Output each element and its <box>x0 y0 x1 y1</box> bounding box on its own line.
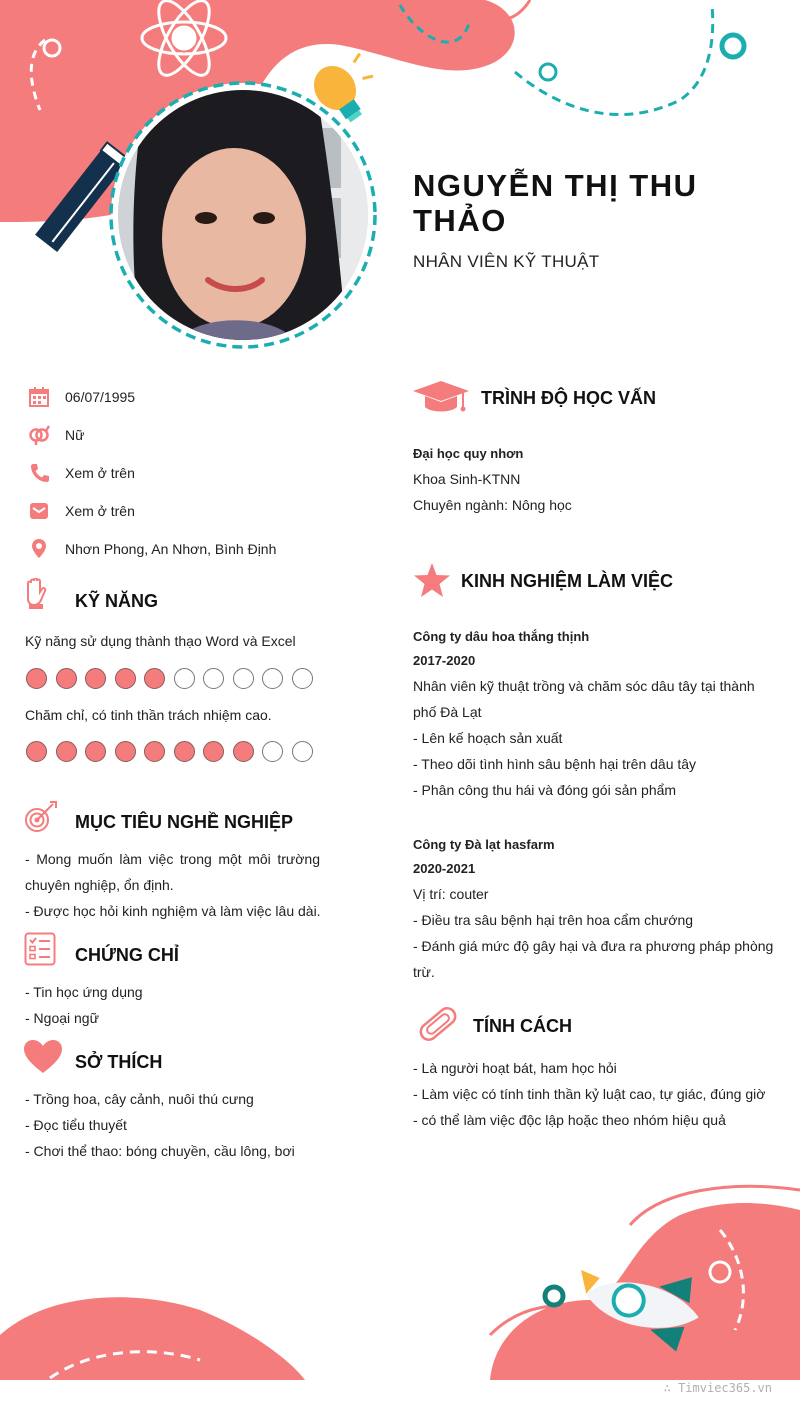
rating-dot-empty <box>174 668 195 689</box>
job-2-line: - Điều tra sâu bệnh hại trên hoa cẩm chướng <box>413 912 694 928</box>
rating-dot-filled <box>26 741 47 762</box>
rating-dot-filled <box>203 741 224 762</box>
target-icon <box>24 800 58 834</box>
rating-dot-filled <box>115 741 136 762</box>
personality-item-3: - có thể làm việc độc lập hoặc theo nhóm hiệu quả <box>413 1112 726 1128</box>
rating-dot-filled <box>56 668 77 689</box>
gender-icon <box>28 424 50 446</box>
job-1-line: - Phân công thu hái và đóng gói sản phẩm <box>413 782 677 798</box>
education-school: Đại học quy nhơn <box>413 446 524 461</box>
info-birthday <box>28 386 368 410</box>
hobby-item-3: - Chơi thể thao: bóng chuyền, cầu lông, bơi <box>25 1143 295 1159</box>
heart-icon <box>24 1040 62 1074</box>
education-major: Chuyên ngành: Nông học <box>413 497 572 513</box>
job-1-company: Công ty dâu hoa thắng thịnh <box>413 629 590 644</box>
rating-dot-filled <box>26 668 47 689</box>
rating-dot-filled <box>174 741 195 762</box>
objective-title: MỤC TIÊU NGHỀ NGHIỆP <box>75 812 294 832</box>
rating-dot-filled <box>56 741 77 762</box>
job-1-period: 2017-2020 <box>413 653 476 668</box>
education-title: TRÌNH ĐỘ HỌC VẤN <box>481 388 656 408</box>
rating-dot-filled <box>85 668 106 689</box>
skill-2-rating <box>26 741 326 763</box>
rating-dot-empty <box>262 741 283 762</box>
info-email <box>28 500 368 524</box>
rating-dot-filled <box>144 741 165 762</box>
job-1-line: phố Đà Lạt <box>413 704 482 720</box>
job-title: NHÂN VIÊN KỸ THUẬT <box>413 252 600 271</box>
birthday-value: 06/07/1995 <box>65 389 136 405</box>
skill-1-rating <box>26 668 326 690</box>
hobby-item-2: - Đọc tiểu thuyết <box>25 1117 127 1133</box>
hobby-item-1: - Trồng hoa, cây cảnh, nuôi thú cưng <box>25 1091 254 1107</box>
personality-item-2: - Làm việc có tính tinh thần kỷ luật cao, tự giác, đúng giờ <box>413 1086 766 1102</box>
gender-value: Nữ <box>65 427 85 443</box>
personality-item-1: - Là người hoạt bát, ham học hỏi <box>413 1060 617 1076</box>
rating-dot-filled <box>144 668 165 689</box>
rating-dot-empty <box>292 668 313 689</box>
phone-value: Xem ở trên <box>65 465 135 481</box>
job-2-line: Vị trí: couter <box>413 886 489 902</box>
skill-2-label: Chăm chỉ, có tinh thần trách nhiệm cao. <box>25 707 272 723</box>
hobbies-title: SỞ THÍCH <box>75 1052 163 1072</box>
job-1-line: - Theo dõi tình hình sâu bệnh hại trên dâu tây <box>413 756 697 772</box>
job-1-line: Nhân viên kỹ thuật trồng và chăm sóc dâu tây tại thành <box>413 678 755 694</box>
candidate-name: NGUYỄN THỊ THU THẢO <box>413 168 698 238</box>
personality-title: TÍNH CÁCH <box>473 1016 572 1036</box>
graduation-cap-icon <box>413 381 469 415</box>
objective-line-2: chuyên nghiệp, ổn định. <box>25 877 174 893</box>
certificate-item-1: - Tin học ứng dụng <box>25 984 143 1000</box>
job-2-line: - Đánh giá mức độ gây hại và đưa ra phương pháp phòng <box>413 938 774 954</box>
certificate-item-2: - Ngoại ngữ <box>25 1010 99 1026</box>
education-faculty: Khoa Sinh-KTNN <box>413 471 521 487</box>
rating-dot-filled <box>233 741 254 762</box>
address-value: Nhơn Phong, An Nhơn, Bình Định <box>65 541 277 557</box>
certificates-title: CHỨNG CHỈ <box>75 945 179 965</box>
objective-line-3: - Được học hỏi kinh nghiệm và làm việc lâu dài. <box>25 903 321 919</box>
info-address <box>28 538 368 562</box>
job-2-line: trừ. <box>413 964 435 980</box>
job-2-company: Công ty Đà lạt hasfarm <box>413 837 555 852</box>
avatar <box>116 88 370 342</box>
skills-title: KỸ NĂNG <box>75 591 159 611</box>
paperclip-icon <box>416 1004 460 1044</box>
star-icon <box>414 563 450 597</box>
job-2-period: 2020-2021 <box>413 861 476 876</box>
objective-line-1: - Mong muốn làm việc trong một môi trường <box>25 851 320 867</box>
rating-dot-empty <box>203 668 224 689</box>
job-1-line: - Lên kế hoạch sản xuất <box>413 730 563 746</box>
phone-icon <box>28 462 50 484</box>
rating-dot-empty <box>292 741 313 762</box>
email-icon <box>28 500 50 522</box>
info-phone <box>28 462 368 486</box>
checklist-icon <box>24 932 56 966</box>
rating-dot-filled <box>115 668 136 689</box>
experience-title: KINH NGHIỆM LÀM VIỆC <box>461 571 674 591</box>
rating-dot-empty <box>262 668 283 689</box>
location-icon <box>28 538 50 560</box>
brand-watermark: ∴ Timviec365.vn <box>663 1381 772 1395</box>
skill-1-label: Kỹ năng sử dụng thành thạo Word và Excel <box>25 633 296 649</box>
hand-icon <box>24 578 48 610</box>
info-gender <box>28 424 368 448</box>
rating-dot-filled <box>85 741 106 762</box>
rating-dot-empty <box>233 668 254 689</box>
email-value: Xem ở trên <box>65 503 135 519</box>
calendar-icon <box>28 386 50 408</box>
